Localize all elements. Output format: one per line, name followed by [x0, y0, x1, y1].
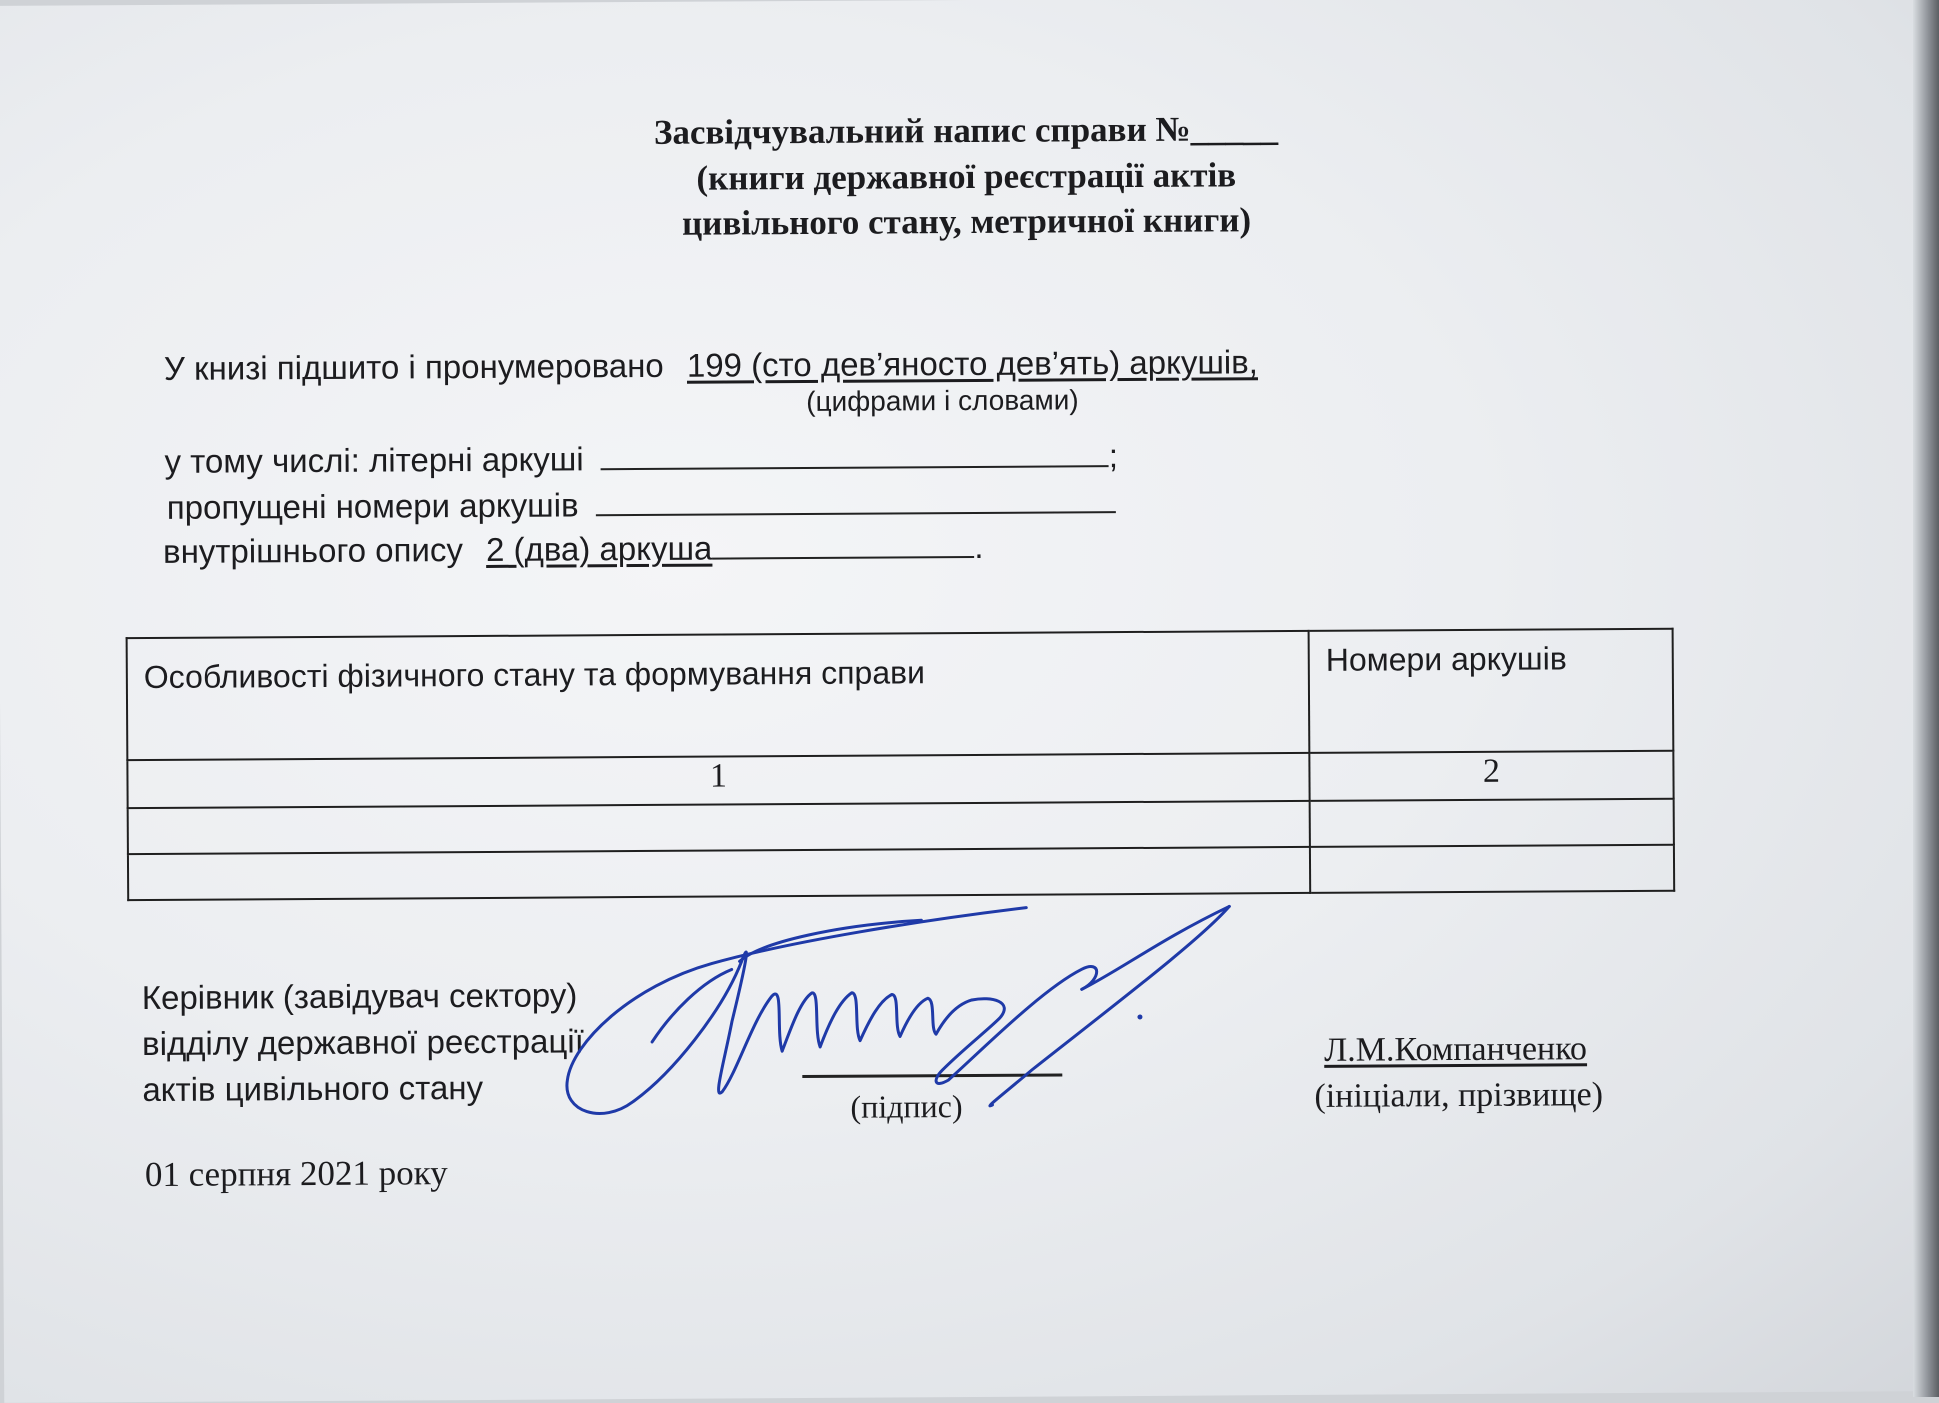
table-cell: [128, 801, 1310, 854]
features-header-text: Особливості фізичного стану та формування справи: [143, 654, 926, 696]
missing-numbers-line: [167, 483, 1116, 527]
signatory-title: [142, 972, 585, 1113]
document-date: 01 серпня 2021 року: [144, 1153, 448, 1195]
inventory-label: внутрішнього опису: [162, 531, 463, 570]
letter-sheets-end: ;: [1108, 437, 1119, 475]
table-cell: [1310, 799, 1674, 847]
signatory-name: Л.М.Компанченко: [1324, 1030, 1588, 1069]
document-title: [0, 102, 1936, 250]
table-column-number-1: 1: [127, 753, 1309, 808]
subtitle-line-1: (книги державної реєстрації актів: [696, 154, 1237, 198]
letter-sheets-line: [164, 437, 1118, 481]
sheet-numbers-header-text: Номери аркушів: [1325, 640, 1567, 678]
sheets-count-hint: (цифрами і словами): [806, 384, 1079, 417]
inventory-end: .: [974, 527, 984, 565]
title-line: Засвідчувальний напис справи №_____: [653, 109, 1279, 152]
inventory-line: [163, 528, 984, 571]
signatory-title-line-2: відділу державної реєстрації: [141, 1022, 584, 1063]
case-state-table: [126, 628, 1676, 901]
letter-sheets-blank: [601, 465, 1109, 470]
missing-numbers-label: пропущені номери аркушів: [166, 486, 579, 526]
table-header-row: [127, 629, 1674, 760]
table-header-sheet-numbers: [1309, 629, 1674, 753]
signatory-title-line-3: актів цивільного стану: [142, 1068, 484, 1109]
missing-numbers-blank: [596, 511, 1116, 516]
sheets-count-line: [164, 343, 1258, 388]
signatory-title-line-1: Керівник (завідувач сектору): [141, 976, 578, 1017]
inventory-value: 2 (два) аркуша: [485, 529, 713, 568]
handwritten-signature: [561, 898, 1252, 1132]
subtitle-line-2: цивільного стану, метричної книги): [681, 200, 1252, 243]
table-cell: [1310, 845, 1674, 893]
sheets-count-label: У книзі підшито і пронумеровано: [163, 346, 664, 387]
table-header-features: [127, 631, 1310, 760]
table-column-number-2: 2: [1309, 751, 1673, 801]
signatory-name-hint: (ініціали, прізвище): [1314, 1076, 1604, 1115]
inventory-blank: [712, 556, 974, 560]
sheets-count-value: 199 (сто дев’яносто дев’ять) аркушів,: [686, 343, 1258, 384]
paper-edge-shadow: [1913, 0, 1939, 1397]
letter-sheets-label: у тому числі: літерні аркуші: [164, 440, 584, 480]
table-row: [128, 845, 1674, 900]
signature-hint: (підпис): [850, 1088, 963, 1125]
table-cell: [128, 847, 1310, 900]
